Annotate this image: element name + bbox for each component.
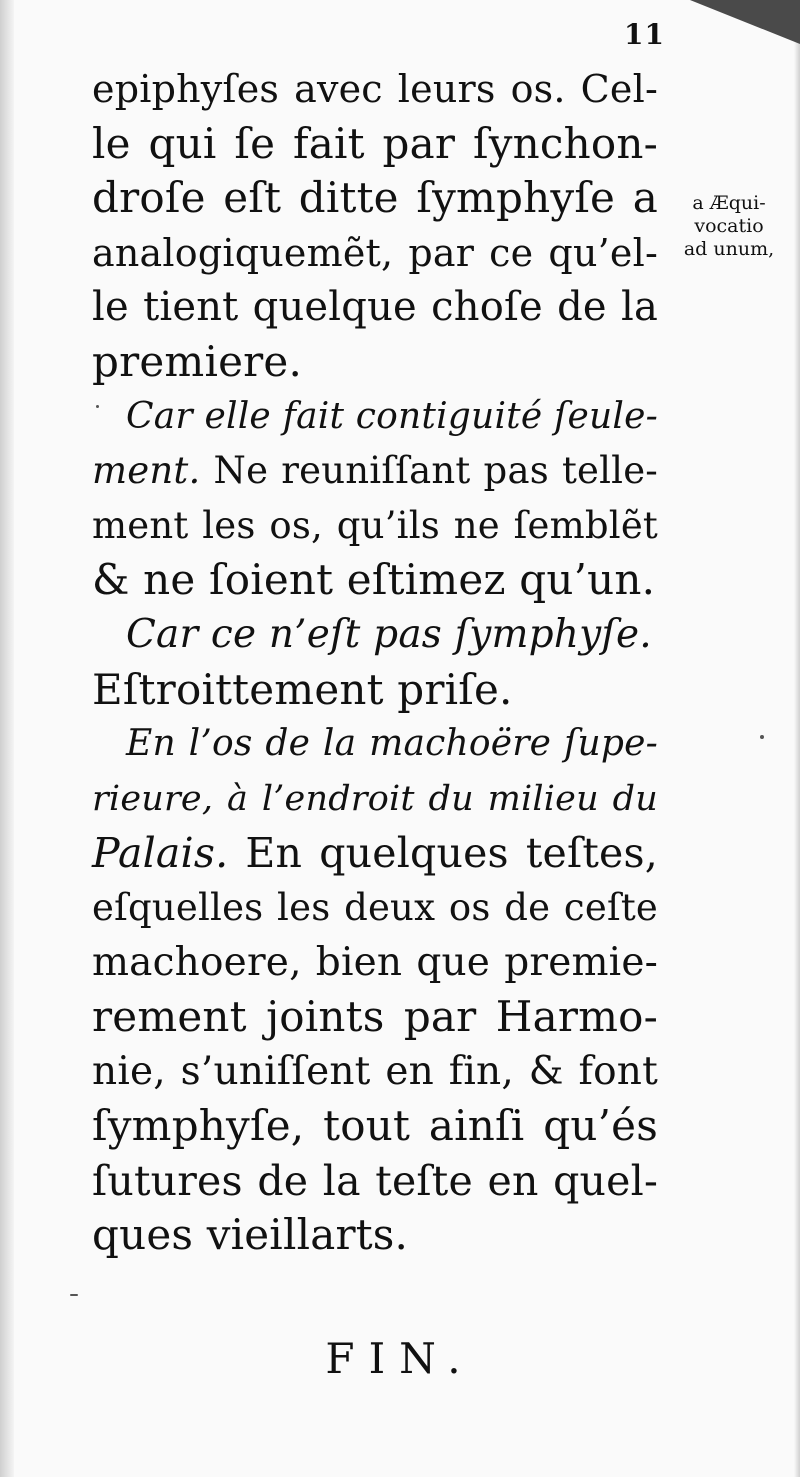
roman-fragment: En quelques teſtes, [228, 829, 658, 878]
ink-speck [760, 735, 764, 739]
italic-fragment: Palais. [92, 829, 229, 878]
text-line: & ne ſoient eſtimez qu’un. [92, 555, 656, 605]
text-line: le tient quelque choſe de la [92, 284, 658, 331]
page-edge-shadow [794, 40, 800, 1477]
text-line: nie, s’uniſſent en fin, & font [92, 1048, 658, 1094]
roman-fragment: Ne reuniſſant pas telle- [200, 449, 658, 493]
italic-text-line: Car ce n’eſt pas ſymphyſe. [126, 611, 652, 657]
text-line: droſe eſt ditte ſymphyſe a [92, 173, 658, 223]
text-line: machoere, bien que premie- [92, 939, 658, 985]
marginal-note [664, 192, 794, 261]
italic-text-line: rieure, à l’endroit du milieu du [92, 778, 658, 819]
italic-fragment: ment. [92, 449, 201, 493]
text-line: le qui ſe fait par ſynchon- [92, 118, 658, 168]
text-line: eſquelles les deux os de ceſte [92, 885, 658, 929]
end-mark: FIN. [325, 1334, 475, 1383]
text-line: ment les os, qu’ils ne ſemblẽt [92, 503, 658, 547]
ink-speck [96, 405, 99, 408]
text-line [92, 444, 658, 499]
marginal-note-line: a Æqui- [692, 192, 766, 214]
marginal-note-line: ad unum, [683, 238, 775, 260]
text-line: ſymphyſe, tout ainſi qu’és [92, 1101, 658, 1151]
main-text [92, 62, 658, 1263]
text-line: Eſtroittement priſe. [92, 664, 513, 714]
text-line: epiphyſes avec leurs os. Cel- [92, 67, 658, 111]
text-line: ques vieillarts. [92, 1210, 409, 1260]
text-line [92, 826, 658, 881]
italic-text-line: En l’os de la machoëre ſupe- [126, 723, 658, 765]
text-line: rement joints par Harmo- [92, 992, 658, 1042]
text-line: analogiquemẽt, par ce qu’el- [92, 230, 658, 275]
italic-text-line: Car elle fait contiguité ſeule- [126, 395, 658, 437]
page-gutter-shadow [0, 0, 14, 1477]
scan-corner-shadow [690, 0, 800, 44]
marginal-note-line: vocatio [694, 215, 764, 237]
ink-speck [70, 1294, 78, 1296]
text-line: premiere. [92, 336, 303, 386]
text-line: ſutures de la teſte en quel- [92, 1156, 658, 1205]
page-number: 11 [624, 18, 665, 51]
